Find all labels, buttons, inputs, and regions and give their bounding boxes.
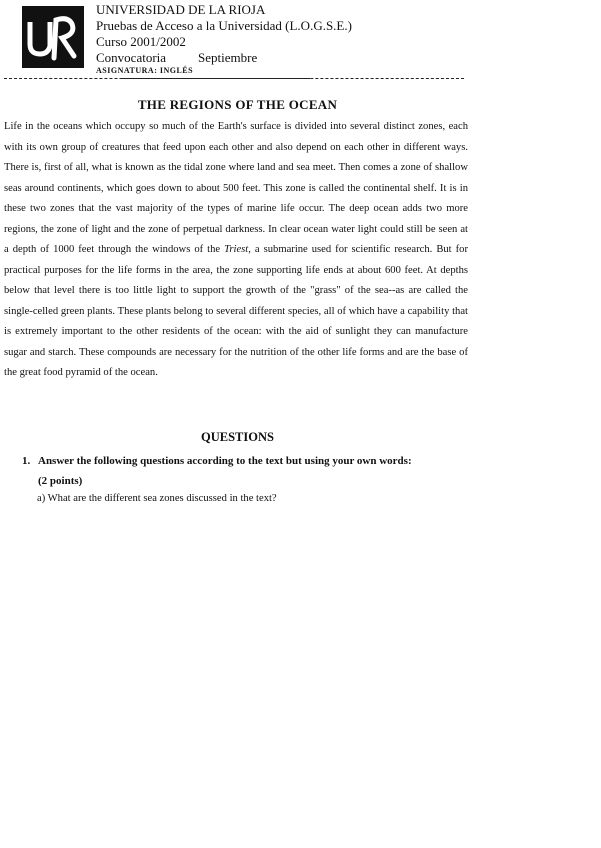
ur-logo-icon [22, 6, 84, 68]
subject-line: ASIGNATURA: INGLÉS [96, 66, 194, 75]
course-year: Curso 2001/2002 [96, 34, 186, 49]
header-divider-solid [120, 78, 310, 79]
university-name: UNIVERSIDAD DE LA RIOJA [96, 2, 266, 17]
question-1a: a) What are the different sea zones discussed in the text? [37, 493, 277, 504]
question-1-number: 1. [22, 455, 31, 467]
exam-name: Pruebas de Acceso a la Universidad (L.O.G.S.E.) [96, 18, 352, 33]
call-month: Septiembre [198, 50, 258, 65]
passage-italic-word: Triest [224, 244, 249, 255]
question-1-points: (2 points) [38, 475, 83, 487]
call-label: Convocatoria [96, 50, 167, 65]
passage-text-part-1: Life in the oceans which occupy so much of the Earth's surface is divided into several distinct zones, each with its own group of creatures that feed upon each other and also depend on each other in different ways. There is, first of all, what is known as the tidal zone where land and sea meet. Then comes a zone of shallow seas around continents, which goes down to about 500 feet. This zone is called the continental shelf. It is in these two zones that the vast majority of the types of marine life occur. The deep ocean adds two more regions, the zone of light and the zone of perpetual darkness. In clear ocean water light could still be seen at a depth of 1000 feet through the windows of the [4, 121, 468, 255]
passage-text-part-2: , a submarine used for scientific research. But for practical purposes for the life forms in the area, the zone supporting life ends at about 600 feet. At depths below that level there is too little light to support the growth of the "grass" of the sea--as are called the single-celled green plants. These plants belong to several different species, all of which have a capability that is extremely important to the other residents of the ocean: with the aid of sunlight they can manufacture sugar and starch. These compounds are necessary for the nutrition of the other life forms and are the base of the great food pyramid of the ocean. [4, 244, 468, 378]
university-logo [22, 6, 84, 68]
exam-header [96, 2, 352, 76]
questions-heading: QUESTIONS [201, 430, 274, 444]
question-1-text: Answer the following questions according to the text but using your own words: [38, 455, 412, 467]
reading-passage [4, 117, 468, 384]
passage-title: THE REGIONS OF THE OCEAN [137, 97, 338, 112]
question-1 [22, 451, 482, 491]
call-line [96, 50, 352, 66]
